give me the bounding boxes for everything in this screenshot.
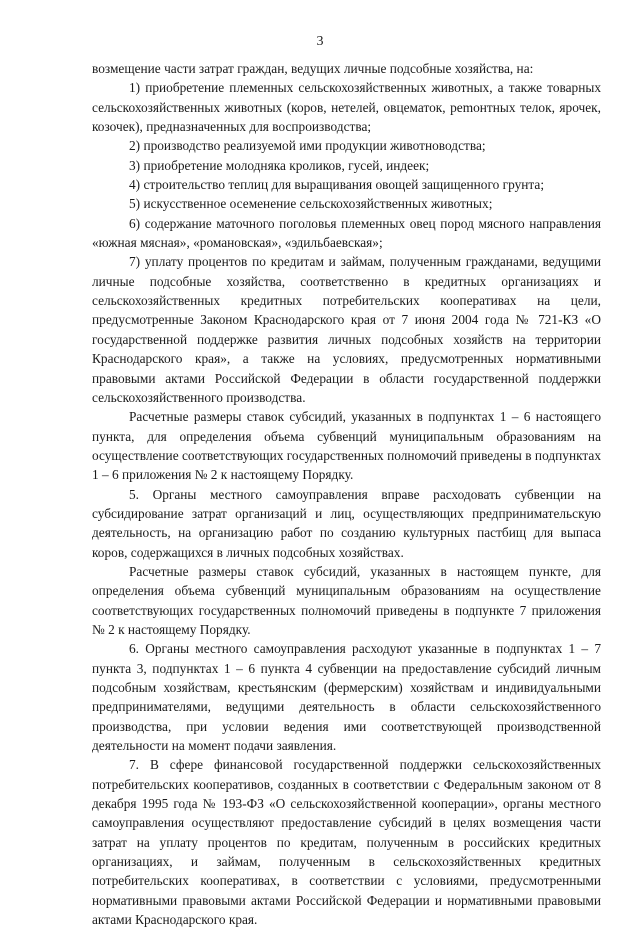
list-item-7: 7) уплату процентов по кредитам и займам, полученным гражданами, ведущими личные подсобные хозяйства, соответственно в кредитных организациях и сельскохозяйственных кредитных потребительских кооперативах на цели, предусмотренные Законом Краснодарского края от 7 июня 2004 года № 721-КЗ «О государственной поддержке развития личных подсобных хозяйств на территории Краснодарского края», а также на условиях, предусмотренных нормативными правовыми актами Российской Федерации в области государственной поддержки сельскохозяйственного производства. — [92, 254, 601, 405]
document-body — [92, 59, 601, 929]
paragraph-intro: возмещение части затрат граждан, ведущих личные подсобные хозяйства, на: — [92, 61, 534, 76]
list-item-6: 6) содержание маточного поголовья племенных овец пород мясного направления «южная мясная», «романовская», «эдильбаевская»; — [92, 215, 601, 251]
paragraph-section-7: 7. В сфере финансовой государственной поддержки сельскохозяйственных потребительских кооперативов, созданных в соответствии с Федеральным законом от 8 декабря 1995 года № 193-ФЗ «О сельскохозяйственной кооперации», органы местного самоуправления осуществляют предоставление субсидий в целях возмещения части затрат на уплату процентов по кредитам, полученным в российских кредитных организациях, и займам, полученным в сельскохозяйственных кредитных потребительских кооперативах, в соответствии с условиями, предусмотренными нормативными правовыми актами Российской Федерации и нормативными правовыми актами Краснодарского края. — [92, 757, 601, 928]
paragraph-section-5: 5. Органы местного самоуправления вправе расходовать субвенции на субсидирование затрат организаций и лиц, осуществляющих предпринимательскую деятельность, на организацию работ по созданию культурных пастбищ для выпаса коров, содержащихся в личных подсобных хозяйствах. — [92, 486, 601, 560]
list-item-5: 5) искусственное осеменение сельскохозяйственных животных; — [129, 196, 493, 212]
list-item-1: 1) приобретение племенных сельскохозяйственных животных, а также товарных сельскохозяйственных животных (коров, нетелей, овцематок, реmонтных телок, ярочек, козочек), предназначенных для воспроизводства; — [92, 80, 601, 135]
page-number: 3 — [316, 34, 324, 49]
paragraph-rates-section-5: Расчетные размеры ставок субсидий, указанных в настоящем пункте, для определения объема субвенций муниципальным образованиям на осуществление соответствующих государственных полномочий приведены в подпункте 7 приложения № 2 к настоящему Порядку. — [92, 563, 601, 637]
list-item-4: 4) строительство теплиц для выращивания овощей защищенного грунта; — [129, 177, 545, 193]
list-item-3: 3) приобретение молодняка кроликов, гусей, индеек; — [129, 157, 430, 173]
paragraph-section-6: 6. Органы местного самоуправления расходуют указанные в подпунктах 1 – 7 пункта 3, подпунктах 1 – 6 пункта 4 субвенции на предоставление субсидий личным подсобным хозяйствам, крестьянским (фермерским) хозяйствам и индивидуальными предпринимателями, ведущими деятельность в области сельскохозяйственного производства, при условии ведения ими соответствующей производственной деятельности на момент подачи заявления. — [92, 641, 601, 754]
paragraph-rates-1-6: Расчетные размеры ставок субсидий, указанных в подпунктах 1 – 6 настоящего пункта, для определения объема субвенций муниципальным образованиям на осуществление соответствующих государственных полномочий приведены в подпунктах 1 – 6 приложения № 2 к настоящему Порядку. — [92, 409, 601, 483]
list-item-2: 2) производство реализуемой ими продукции животноводства; — [129, 138, 486, 154]
